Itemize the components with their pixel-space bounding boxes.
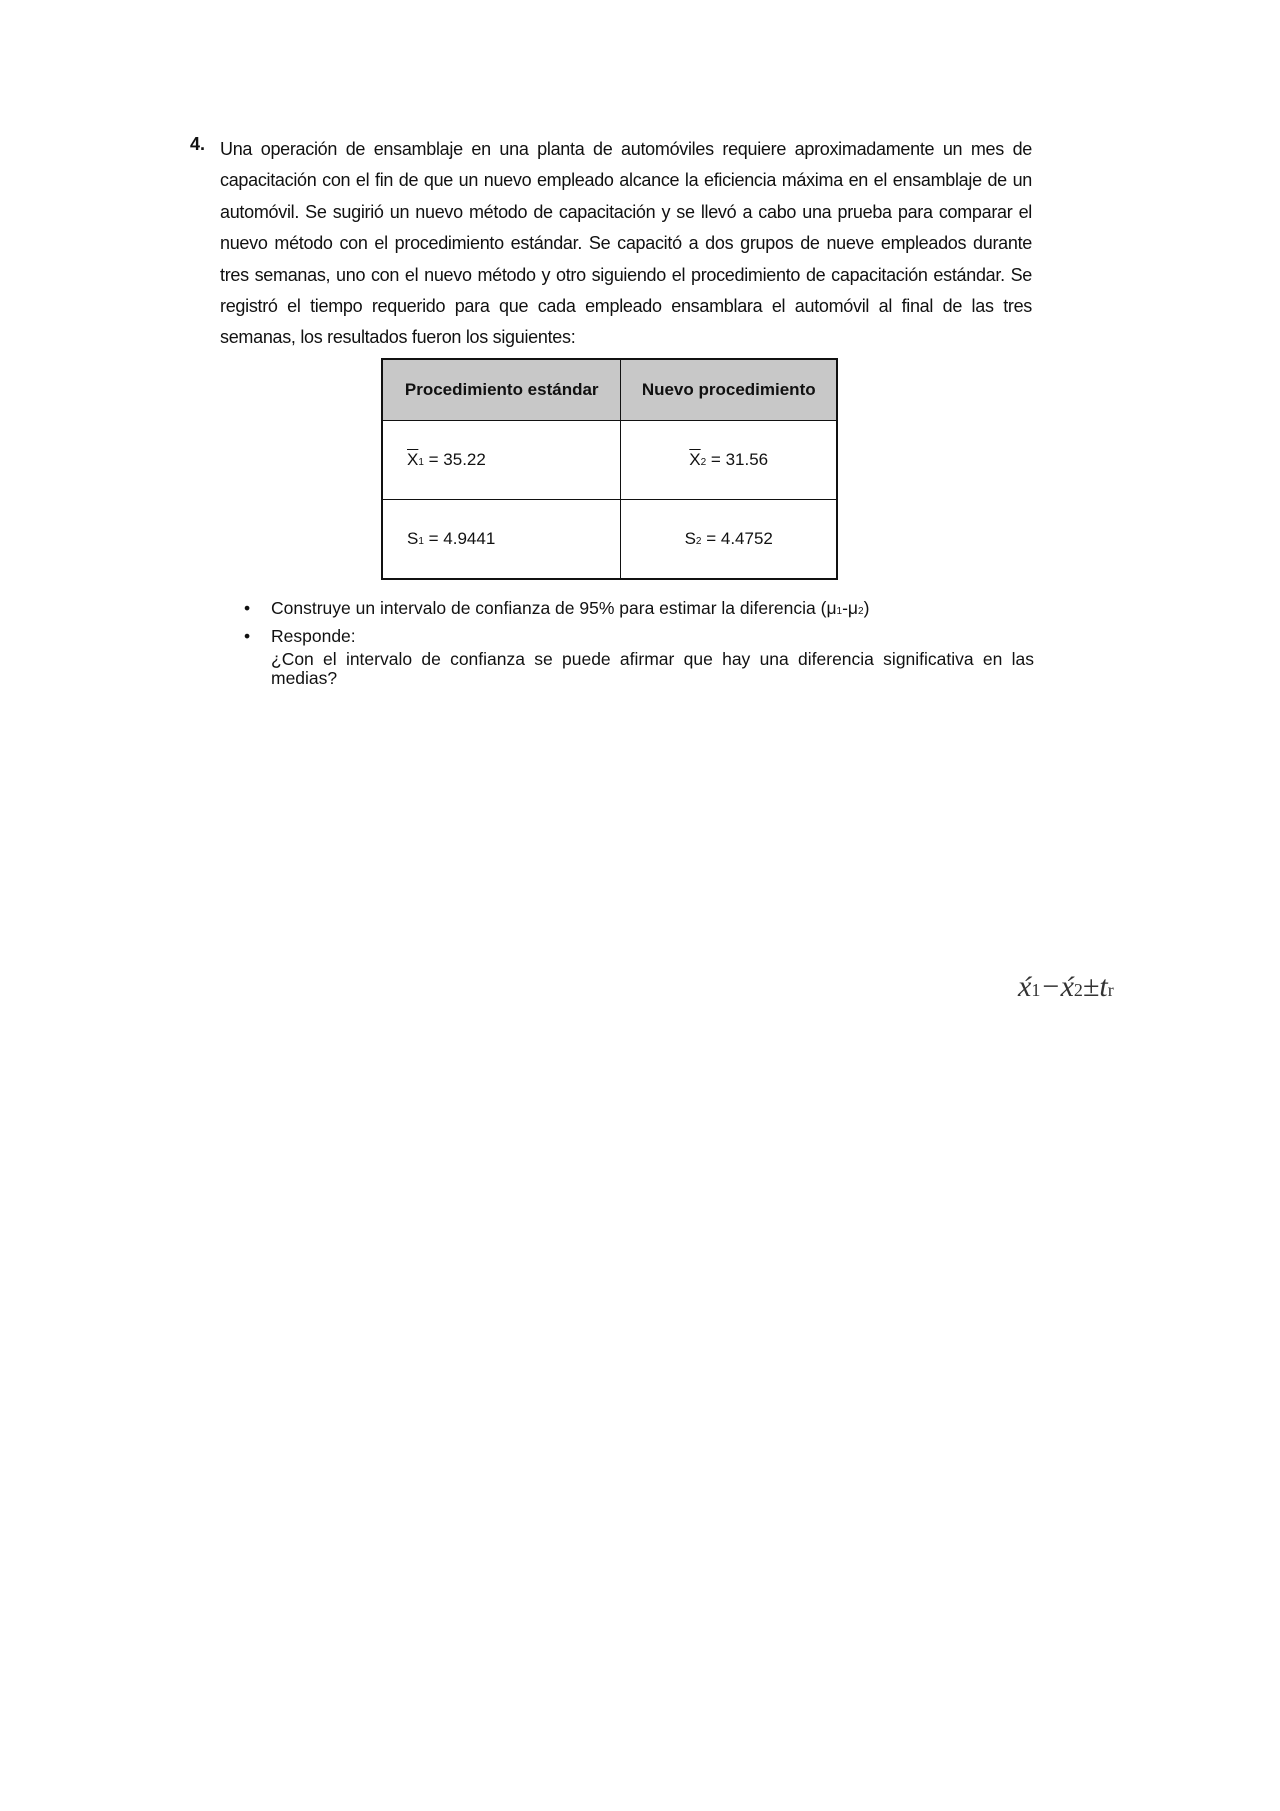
sd-new: S2 = 4.4752 xyxy=(621,500,837,580)
sd-standard: S1 = 4.9441 xyxy=(382,500,621,580)
results-table xyxy=(381,358,838,580)
mean-new: $\overline{X}2 = 31.56$ xyxy=(621,421,837,500)
problem-number: 4. xyxy=(190,134,206,154)
task-list xyxy=(244,596,1034,688)
bullet-icon: • xyxy=(244,598,251,618)
problem-text: Una operación de ensamblaje en una planta de automóviles requiere aproximadamente un mes de capacitación con el fin de que un nuevo empleado alcance la eficiencia máxima en el ensamblaje de un automóvil. Se sugirió un nuevo método de capacitación y se llevó a cabo una prueba para comparar el nuevo método con el procedimiento estándar. Se capacitó a dos grupos de nueve empleados durante tres semanas, uno con el nuevo método y otro siguiendo el procedimiento de capacitación estándar. Se registró el tiempo requerido para que cada empleado ensamblara el automóvil al final de las tres semanas, los resultados fueron los siguientes: xyxy=(220,139,1032,348)
task-item: • Responde: ¿Con el intervalo de confianza se puede afirmar que hay una diferencia significativa en las medias? xyxy=(244,626,1034,688)
question-text: ¿Con el intervalo de confianza se puede afirmar que hay una diferencia significativa en las medias? xyxy=(271,649,1034,688)
header-standard: Procedimiento estándar xyxy=(382,359,621,421)
formula-image: x́1−x́2±tr xyxy=(1018,970,1114,1003)
bullet-icon: • xyxy=(244,626,251,646)
mean-standard: $\overline{X}1 = 35.22$ xyxy=(382,421,621,500)
header-new: Nuevo procedimiento xyxy=(621,359,837,421)
task-item: • Construye un intervalo de confianza de 95% para estimar la diferencia (μ1-μ2) xyxy=(244,598,870,618)
